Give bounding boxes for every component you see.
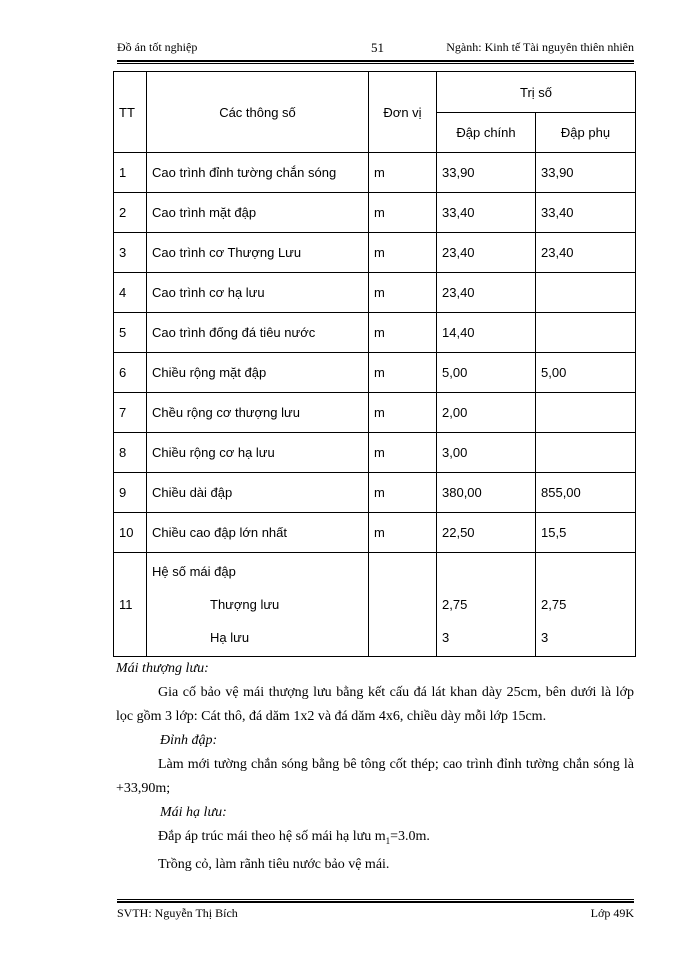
cell-unit: m	[369, 353, 437, 393]
cell-param: Chiều cao đập lớn nhất	[147, 513, 369, 553]
footer-rule-thick	[117, 901, 634, 903]
cell-main: 5,00	[437, 353, 536, 393]
main-upstream-value: 2,75	[442, 597, 468, 612]
table-row	[114, 433, 636, 473]
page-footer	[117, 904, 634, 924]
cell-main: 3,00	[437, 433, 536, 473]
subscript: 1	[385, 835, 391, 846]
page-header	[117, 38, 634, 58]
cell-param	[147, 553, 369, 657]
cell-tt: 1	[114, 153, 147, 193]
table-row	[114, 313, 636, 353]
paragraph-downstream-slope	[116, 825, 634, 853]
cell-unit: m	[369, 513, 437, 553]
header-params: Các thông số	[147, 72, 369, 153]
header-major: Ngành: Kinh tế Tài nguyên thiên nhiên	[446, 40, 634, 54]
table-row	[114, 273, 636, 313]
cell-param: Chều rộng cơ thượng lưu	[147, 393, 369, 433]
cell-main	[437, 553, 536, 657]
cell-aux	[536, 393, 636, 433]
cell-unit: m	[369, 233, 437, 273]
upstream-label: Thượng lưu	[210, 597, 280, 612]
cell-unit: m	[369, 473, 437, 513]
cell-aux	[536, 433, 636, 473]
heading-downstream-slope: Mái hạ lưu:	[160, 805, 227, 820]
table-row	[114, 353, 636, 393]
cell-main: 23,40	[437, 273, 536, 313]
spacer	[442, 555, 530, 588]
footer-rule-thin	[117, 899, 634, 900]
cell-param: Cao trình cơ hạ lưu	[147, 273, 369, 313]
cell-main: 14,40	[437, 313, 536, 353]
cell-aux: 855,00	[536, 473, 636, 513]
header-main-dam: Đập chính	[437, 113, 536, 153]
cell-aux	[536, 313, 636, 353]
paragraph-grass-drainage: Trồng cỏ, làm rãnh tiêu nước bảo vệ mái.	[158, 856, 390, 872]
paragraph-dam-crest: Làm mới tường chắn sóng bằng bê tông cốt thép; cao trình đỉnh tường chắn sóng là +33,90m;	[116, 757, 634, 796]
cell-aux	[536, 273, 636, 313]
cell-aux: 33,90	[536, 153, 636, 193]
header-value: Trị số	[437, 72, 636, 113]
cell-tt: 7	[114, 393, 147, 433]
cell-tt: 6	[114, 353, 147, 393]
cell-tt: 5	[114, 313, 147, 353]
footer-student: SVTH: Nguyễn Thị Bích	[117, 906, 238, 920]
cell-aux	[536, 553, 636, 657]
header-rule-thick	[117, 60, 634, 62]
cell-main: 33,40	[437, 193, 536, 233]
aux-upstream-value: 2,75	[541, 597, 567, 612]
cell-param: Chiều rộng mặt đập	[147, 353, 369, 393]
table-row	[114, 153, 636, 193]
cell-param: Chiều rộng cơ hạ lưu	[147, 433, 369, 473]
footer-class: Lớp 49K	[590, 906, 634, 920]
cell-unit: m	[369, 193, 437, 233]
cell-aux: 5,00	[536, 353, 636, 393]
cell-param: Cao trình mặt đập	[147, 193, 369, 233]
header-unit: Đơn vị	[369, 72, 437, 153]
heading-dam-crest: Đỉnh đập:	[160, 733, 218, 748]
header-rule-thin	[117, 63, 634, 64]
heading-upstream-slope: Mái thượng lưu:	[116, 661, 209, 676]
cell-unit: m	[369, 153, 437, 193]
cell-unit: m	[369, 313, 437, 353]
spacer	[541, 555, 630, 588]
main-downstream-value: 3	[442, 630, 450, 645]
text-part: =3.0m.	[390, 829, 430, 844]
paragraph-upstream-slope: Gia cố bảo vệ mái thượng lưu bằng kết cấu đá lát khan dày 25cm, bên dưới là lớp lọc gồm 3 lớp: Cát thô, đá dăm 1x2 và đá dăm 4x6, chiều dày mỗi lớp 15cm.	[116, 685, 634, 724]
cell-param: Cao trình cơ Thượng Lưu	[147, 233, 369, 273]
text-part: Đắp áp trúc mái theo hệ số mái hạ lưu m	[158, 829, 386, 844]
cell-main: 33,90	[437, 153, 536, 193]
cell-unit: m	[369, 273, 437, 313]
header-document-type: Đồ án tốt nghiệp	[117, 40, 198, 54]
cell-main: 2,00	[437, 393, 536, 433]
cell-tt: 4	[114, 273, 147, 313]
cell-tt: 3	[114, 233, 147, 273]
body-text	[116, 657, 634, 877]
slope-coefficient-label: Hệ số mái đập	[152, 564, 236, 579]
cell-aux: 15,5	[536, 513, 636, 553]
table-row	[114, 473, 636, 513]
cell-tt: 10	[114, 513, 147, 553]
header-aux-dam: Đập phụ	[536, 113, 636, 153]
header-tt: TT	[114, 72, 147, 153]
cell-tt: 11	[114, 553, 147, 657]
cell-main: 23,40	[437, 233, 536, 273]
cell-aux: 23,40	[536, 233, 636, 273]
table-row	[114, 233, 636, 273]
page-number: 51	[371, 40, 384, 55]
table-row-slope-coefficients	[114, 553, 636, 657]
cell-param: Cao trình đỉnh tường chắn sóng	[147, 153, 369, 193]
cell-unit: m	[369, 433, 437, 473]
cell-aux: 33,40	[536, 193, 636, 233]
cell-tt: 8	[114, 433, 147, 473]
cell-main: 22,50	[437, 513, 536, 553]
cell-unit	[369, 553, 437, 657]
table-row	[114, 193, 636, 233]
cell-tt: 9	[114, 473, 147, 513]
cell-main: 380,00	[437, 473, 536, 513]
cell-param: Cao trình đống đá tiêu nước	[147, 313, 369, 353]
cell-unit: m	[369, 393, 437, 433]
cell-param: Chiều dài đập	[147, 473, 369, 513]
dam-parameters-table	[113, 71, 636, 657]
cell-tt: 2	[114, 193, 147, 233]
downstream-label: Hạ lưu	[210, 630, 250, 645]
table-row	[114, 393, 636, 433]
table-row	[114, 513, 636, 553]
aux-downstream-value: 3	[541, 630, 549, 645]
